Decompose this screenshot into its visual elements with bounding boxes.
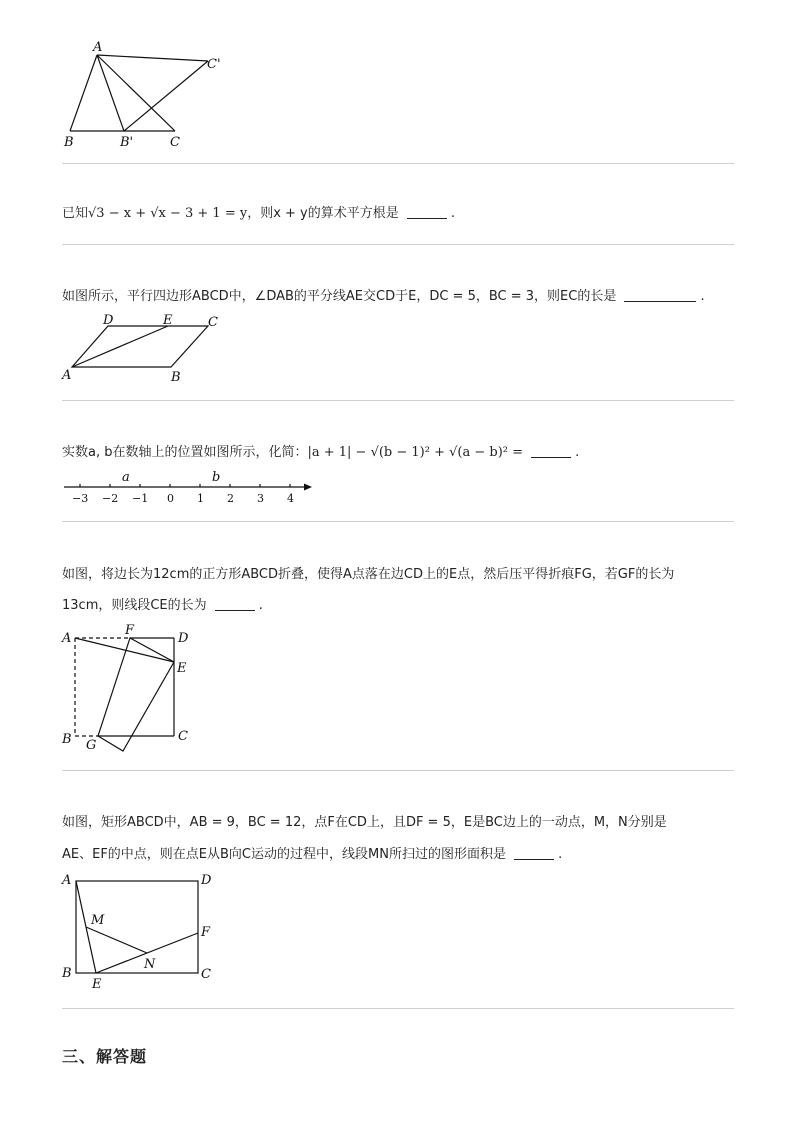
- label-B-prime: B': [120, 135, 134, 150]
- q1-equation: √3 − x + √x − 3 + 1 = y: [88, 206, 248, 221]
- answer-blank[interactable]: [215, 596, 255, 611]
- answer-blank[interactable]: [407, 204, 447, 219]
- tick-label: −2: [102, 492, 119, 505]
- q5-line2-text: AE、EF的中点，则在点E从B向C运动的过程中，线段MN所扫过的图形面积是: [62, 847, 506, 862]
- figure-triangle-rotation: [60, 38, 230, 152]
- q3-expression: |a + 1| − √(b − 1)² + √(a − b)² =: [307, 445, 524, 460]
- divider: [62, 521, 734, 522]
- answer-blank[interactable]: [624, 287, 696, 302]
- label-N: N: [144, 957, 156, 972]
- divider: [62, 244, 734, 245]
- q4-end: .: [258, 598, 263, 613]
- tick-label: 0: [167, 492, 174, 505]
- label-G: G: [86, 738, 97, 753]
- tick-label: −3: [72, 492, 89, 505]
- divider: [62, 1008, 734, 1009]
- label-E: E: [163, 313, 173, 328]
- label-A: A: [93, 40, 103, 55]
- divider: [62, 400, 734, 401]
- label-B: B: [62, 966, 72, 981]
- q3-end: .: [575, 445, 580, 460]
- label-B: B: [171, 370, 181, 385]
- label-F: F: [201, 925, 211, 940]
- label-E: E: [177, 661, 187, 676]
- divider: [62, 770, 734, 771]
- q1-end: .: [450, 206, 456, 221]
- label-A: A: [62, 631, 72, 646]
- label-A: A: [62, 873, 72, 888]
- q3-prefix: 实数a, b在数轴上的位置如图所示，化简：: [62, 445, 308, 460]
- label-B: B: [62, 732, 72, 747]
- label-D: D: [103, 313, 114, 328]
- q2-text: 如图所示，平行四边形ABCD中，∠DAB的平分线AE交CD于E，DC = 5，BC = 3，则EC的长是: [62, 289, 617, 304]
- label-C: C: [170, 135, 180, 150]
- label-C: C: [201, 967, 211, 982]
- divider: [62, 163, 734, 164]
- answer-blank[interactable]: [514, 845, 554, 860]
- tick-label: 2: [227, 492, 234, 505]
- answer-blank[interactable]: [531, 443, 571, 458]
- label-B: B: [64, 135, 74, 150]
- figure-parallelogram: [58, 312, 238, 386]
- label-F: F: [125, 623, 135, 638]
- question-4-line-1: 如图，将边长为12cm的正方形ABCD折叠，使得A点落在边CD上的E点，然后压平得折痕FG，若GF的长为: [62, 567, 675, 582]
- tick-label: 1: [197, 492, 204, 505]
- number-line: [60, 466, 320, 508]
- q1-suffix: ，则x + y的算术平方根是: [247, 206, 399, 221]
- figure-rectangle-midpoints: [58, 868, 228, 994]
- tick-label: 3: [257, 492, 264, 505]
- question-3: [62, 443, 579, 463]
- label-C: C: [208, 315, 218, 330]
- figure-folded-square: [58, 622, 208, 754]
- label-A: A: [62, 368, 72, 383]
- tick-label: 4: [287, 492, 294, 505]
- question-1: [62, 204, 455, 224]
- label-E: E: [92, 977, 102, 992]
- tick-label: −1: [132, 492, 149, 505]
- q2-end: .: [700, 289, 705, 304]
- q5-end: .: [558, 847, 563, 862]
- label-M: M: [91, 913, 105, 928]
- label-C: C: [178, 729, 188, 744]
- point-b-label: b: [212, 470, 221, 485]
- question-4-line-2: [62, 596, 263, 616]
- question-5-line-1: 如图，矩形ABCD中，AB = 9，BC = 12，点F在CD上，且DF = 5，E是BC边上的一动点，M，N分别是: [62, 815, 667, 830]
- question-2: [62, 287, 705, 307]
- label-D: D: [178, 631, 189, 646]
- label-D: D: [201, 873, 212, 888]
- question-5-line-2: [62, 845, 562, 865]
- q1-prefix: 已知: [62, 206, 89, 221]
- point-a-label: a: [122, 470, 130, 485]
- q4-line2-text: 13cm，则线段CE的长为: [62, 598, 207, 613]
- label-C-prime: C': [207, 57, 221, 72]
- section-heading: 三、解答题: [62, 1047, 148, 1066]
